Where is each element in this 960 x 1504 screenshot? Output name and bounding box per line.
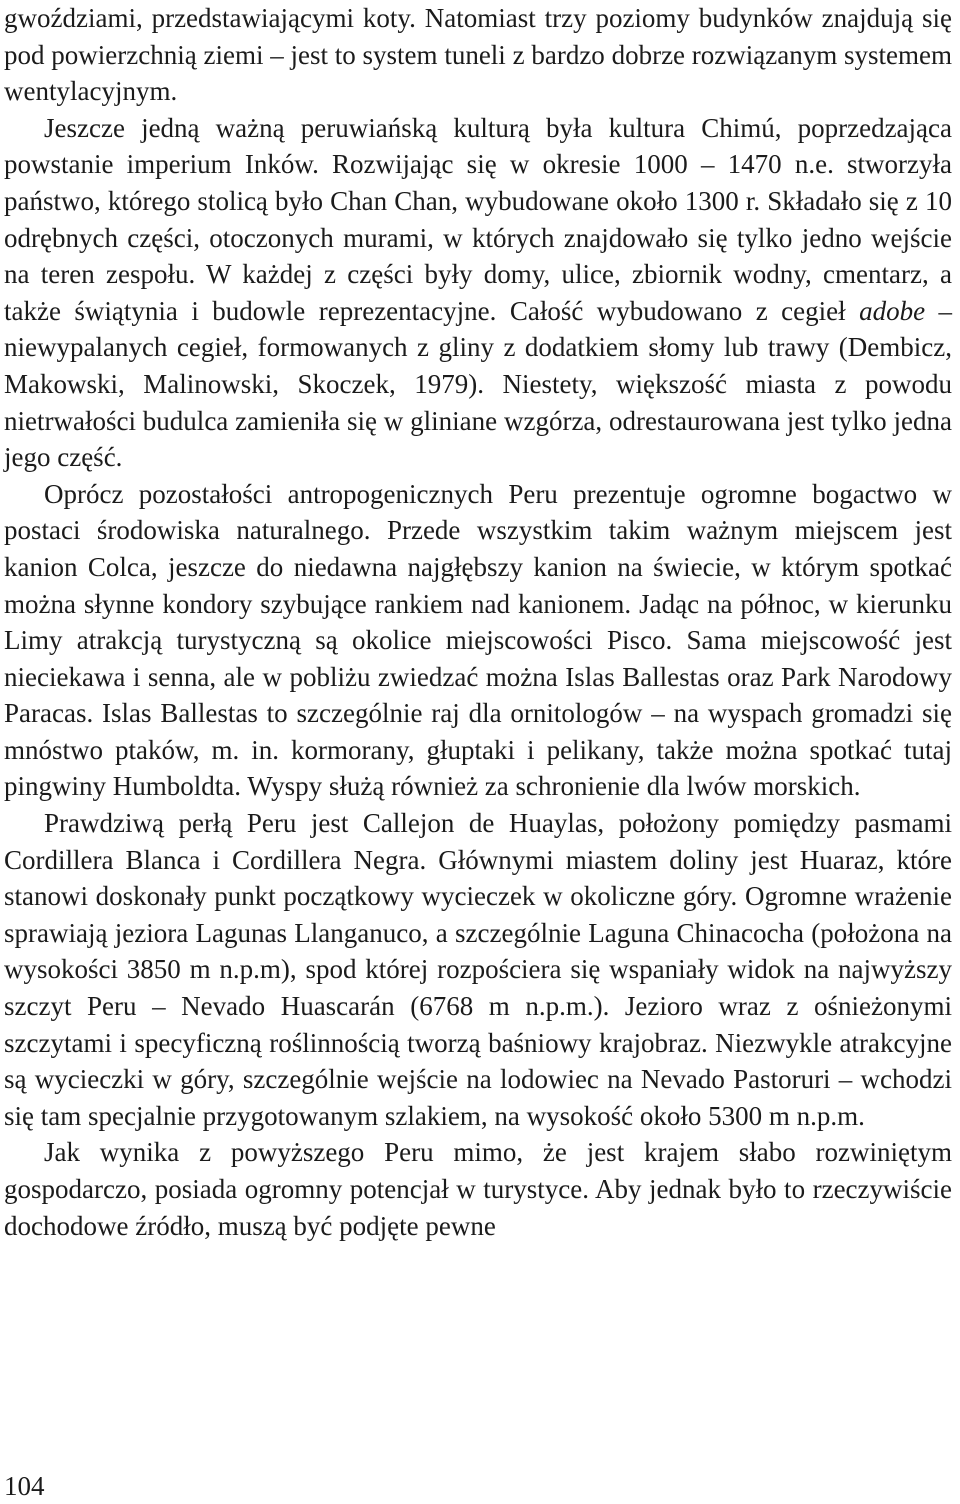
paragraph-1-text: gwoździami, przedstawiającymi koty. Natomiast trzy poziomy budynków znajdują się pod powierzchnią ziemi – jest to system tuneli z bardzo dobrze rozwiązanym systemem wentylacyjnym. bbox=[4, 3, 952, 107]
paragraph-5-text: Jak wynika z powyższego Peru mimo, że jest krajem słabo rozwiniętym gospodarczo, posiada ogromny potencjał w turystyce. Aby jednak było to rzeczywiście dochodowe źródło, muszą być podjęte pewne bbox=[4, 1137, 952, 1241]
document-body bbox=[4, 0, 952, 1244]
paragraph-4-text: Prawdziwą perłą Peru jest Callejon de Huaylas, położony pomiędzy pasmami Cordillera Blanca i Cordillera Negra. Głównymi miastem doliny jest Huaraz, które stanowi doskonały punkt początkowy wycieczek w okoliczne góry. Ogromne wrażenie sprawiają jeziora Lagunas Llanganuco, a szczególnie Laguna Chinacocha (położona na wysokości 3850 m n.p.m), spod której rozpościera się wspaniały widok na najwyższy szczyt Peru – Nevado Huascarán (6768 m n.p.m.). Jezioro wraz z ośnieżonymi szczytami i specyficzną roślinnością tworzą baśniowy krajobraz. Niezwykle atrakcyjne są wycieczki w góry, szczególnie wejście na lodowiec na Nevado Pastoruri – wchodzi się tam specjalnie przygotowanym szlakiem, na wysokość około 5300 m n.p.m. bbox=[4, 808, 952, 1131]
paragraph-2-text-end: – niewypalanych cegieł, formowanych z gliny z dodatkiem słomy lub trawy (Dembicz, Makowski, Malinowski, Skoczek, 1979). Niestety, większość miasta z powodu nietrwałości budulca zamieniła się w gliniane wzgórza, odrestaurowana jest tylko jedna jego część. bbox=[4, 295, 953, 473]
italic-term-adobe: adobe bbox=[859, 295, 926, 326]
paragraph-1 bbox=[4, 0, 952, 110]
paragraph-2 bbox=[4, 110, 952, 476]
paragraph-4 bbox=[4, 805, 952, 1134]
paragraph-5 bbox=[4, 1134, 952, 1244]
paragraph-3 bbox=[4, 476, 952, 805]
page-number: 104 bbox=[4, 1471, 45, 1501]
paragraph-2-text-start: Jeszcze jedną ważną peruwiańską kulturą była kultura Chimú, poprzedzająca powstanie imperium Inków. Rozwijając się w okresie 1000 – 1470 n.e. stworzyła państwo, którego stolicą było Chan Chan, wybudowane około 1300 r. Składało się z 10 odrębnych części, otoczonych murami, w których znajdowało się tylko jedno wejście na teren zespołu. W każdej z części były domy, ulice, zbiornik wodny, cmentarz, a także świątynia i budowle reprezentacyjne. Całość wybudowano z cegieł bbox=[4, 112, 952, 326]
paragraph-3-text: Oprócz pozostałości antropogenicznych Peru prezentuje ogromne bogactwo w postaci środowiska naturalnego. Przede wszystkim takim ważnym miejscem jest kanion Colca, jeszcze do niedawna najgłębszy kanion na świecie, w którym spotkać można słynne kondory szybujące rankiem nad kanionem. Jadąc na północ, w kierunku Limy atrakcją turystyczną są okolice miejscowości Pisco. Sama miejscowość jest nieciekawa i senna, ale w pobliżu zwiedzać można Islas Ballestas oraz Park Narodowy Paracas. Islas Ballestas to szczególnie raj dla ornitologów – na wyspach gromadzi się mnóstwo ptaków, m. in. kormorany, głuptaki i pelikany, także można spotkać tutaj pingwiny Humboldta. Wyspy służą również za schronienie dla lwów morskich. bbox=[4, 478, 952, 802]
